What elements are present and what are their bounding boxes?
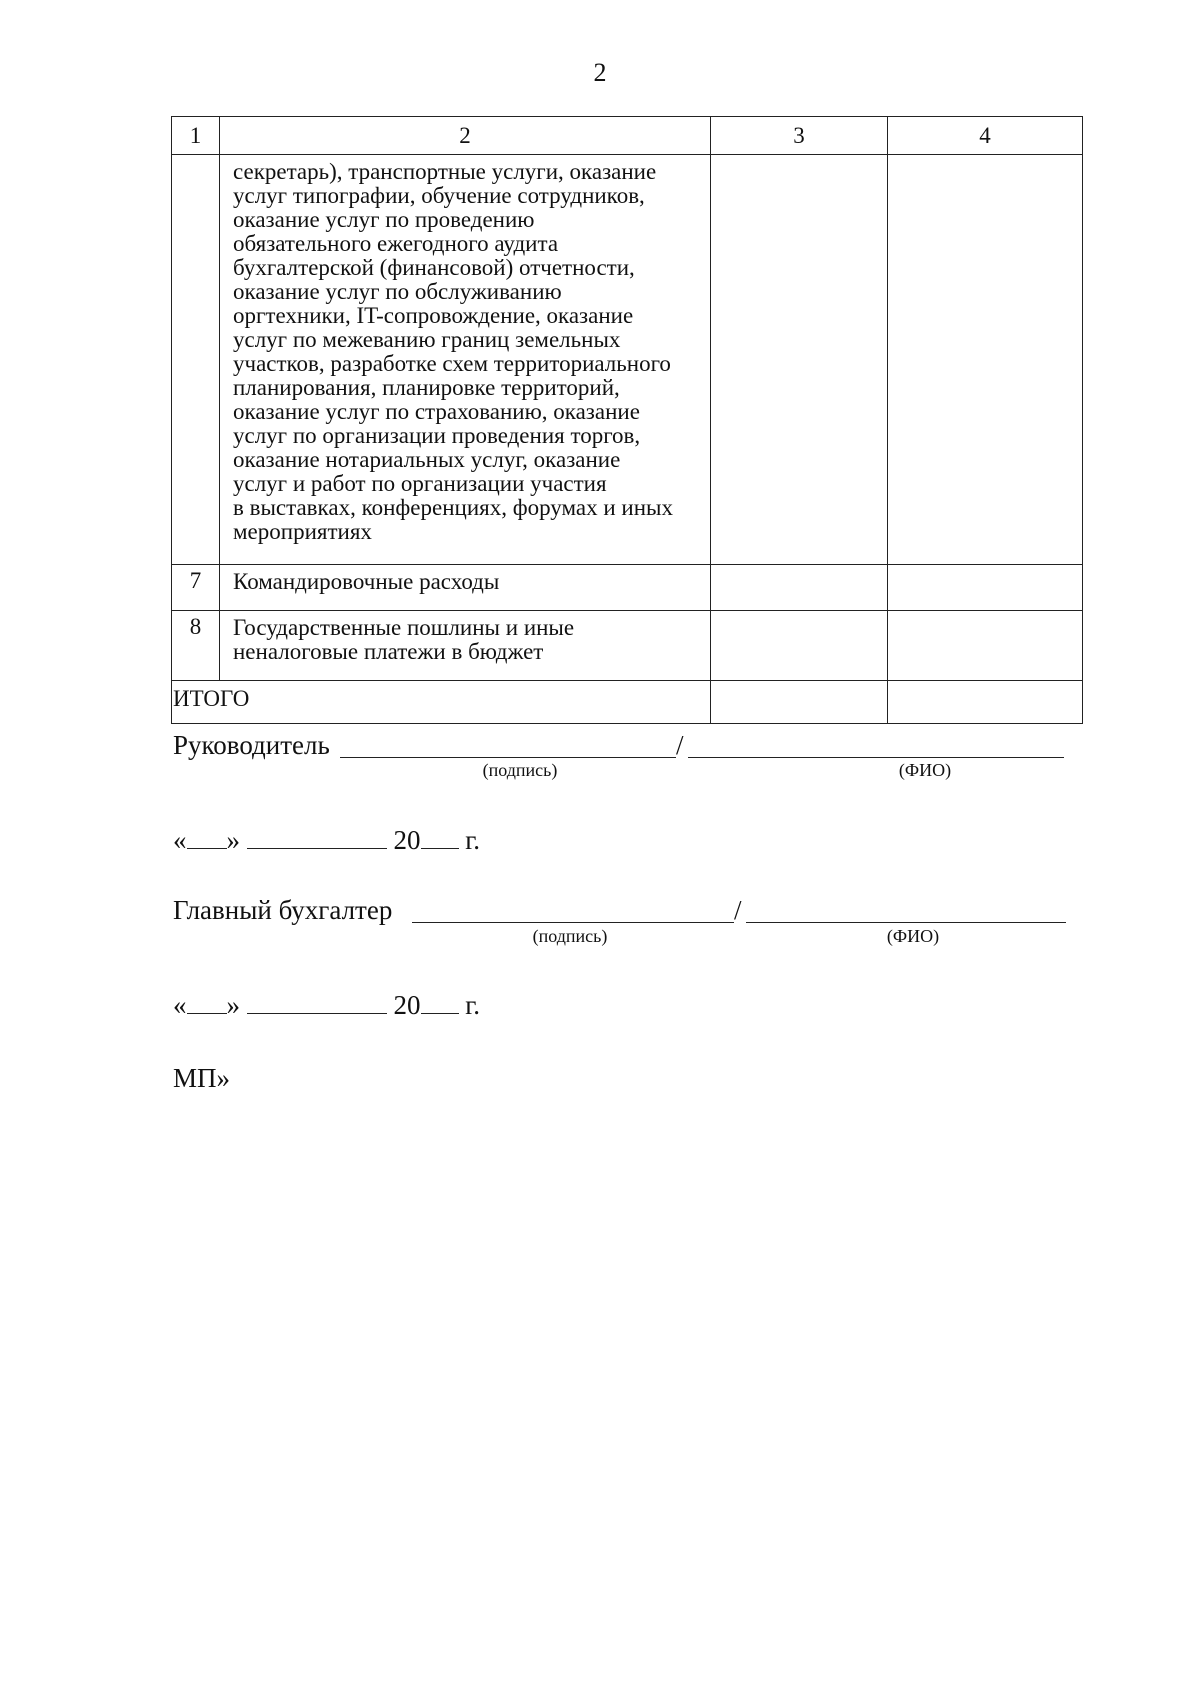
total-cell-4 xyxy=(888,681,1083,724)
day-blank xyxy=(187,826,227,849)
amount-cell-3 xyxy=(711,155,888,565)
amount-cell-3 xyxy=(711,565,888,611)
table-row xyxy=(172,565,1083,611)
year-suffix: г. xyxy=(465,825,481,855)
year-blank xyxy=(421,991,459,1014)
date-close-quote: » xyxy=(226,990,240,1020)
expense-description-cell: Командировочные расходы xyxy=(220,565,711,611)
date-open-quote: « xyxy=(173,825,187,855)
total-label: ИТОГО xyxy=(172,681,711,724)
amount-cell-4 xyxy=(888,155,1083,565)
date-open-quote: « xyxy=(173,990,187,1020)
head-signature-line xyxy=(340,757,676,758)
row-number-cell: 8 xyxy=(172,611,220,681)
header-cell-2: 2 xyxy=(220,117,711,155)
table-header-row xyxy=(172,117,1083,155)
expense-table xyxy=(171,116,1083,724)
table-row xyxy=(172,155,1083,565)
amount-cell-3 xyxy=(711,611,888,681)
year-prefix: 20 xyxy=(393,990,421,1020)
header-cell-4: 4 xyxy=(888,117,1083,155)
table-row xyxy=(172,611,1083,681)
expense-description-cell: Государственные пошлины и иные неналоговые платежи в бюджет xyxy=(220,611,711,681)
amount-cell-4 xyxy=(888,565,1083,611)
total-row xyxy=(172,681,1083,724)
head-signature-caption: (подпись) xyxy=(482,760,558,780)
row-number-cell: 7 xyxy=(172,565,220,611)
head-name-line xyxy=(688,757,1064,758)
date-close-quote: » xyxy=(226,825,240,855)
head-signature-label: Руководитель xyxy=(173,730,330,760)
head-name-caption: (ФИО) xyxy=(898,760,952,780)
month-blank xyxy=(247,991,387,1014)
accountant-name-caption: (ФИО) xyxy=(886,926,940,946)
accountant-date-line xyxy=(173,990,480,1020)
accountant-signature-line xyxy=(412,922,734,923)
expense-description-cell: секретарь), транспортные услуги, оказание услуг типографии, обучение сотрудников, оказание услуг по проведению обязательного ежегодного аудита бухгалтерской (финансовой) отчетности, оказание услуг по обслуживанию оргтехники, IT-сопровождение, оказание услуг по межеванию границ земельных участков, разработке схем территориального планирования, планировке территорий, оказание услуг по страхованию, оказание услуг по организации проведения торгов, оказание нотариальных услуг, оказание услуг и работ по организации участия в выставках, конференциях, форумах и иных мероприятиях xyxy=(220,155,711,565)
total-cell-3 xyxy=(711,681,888,724)
header-cell-3: 3 xyxy=(711,117,888,155)
amount-cell-4 xyxy=(888,611,1083,681)
page-number: 2 xyxy=(593,58,607,87)
row-number-cell xyxy=(172,155,220,565)
year-suffix: г. xyxy=(465,990,481,1020)
year-prefix: 20 xyxy=(393,825,421,855)
header-cell-1: 1 xyxy=(172,117,220,155)
stamp-label: МП» xyxy=(173,1063,231,1093)
month-blank xyxy=(247,826,387,849)
accountant-name-line xyxy=(746,922,1066,923)
accountant-signature-caption: (подпись) xyxy=(532,926,608,946)
head-date-line xyxy=(173,825,480,855)
accountant-signature-label: Главный бухгалтер xyxy=(173,895,393,925)
head-signature-slash: / xyxy=(676,730,684,760)
day-blank xyxy=(187,991,227,1014)
year-blank xyxy=(421,826,459,849)
accountant-signature-slash: / xyxy=(734,895,742,925)
